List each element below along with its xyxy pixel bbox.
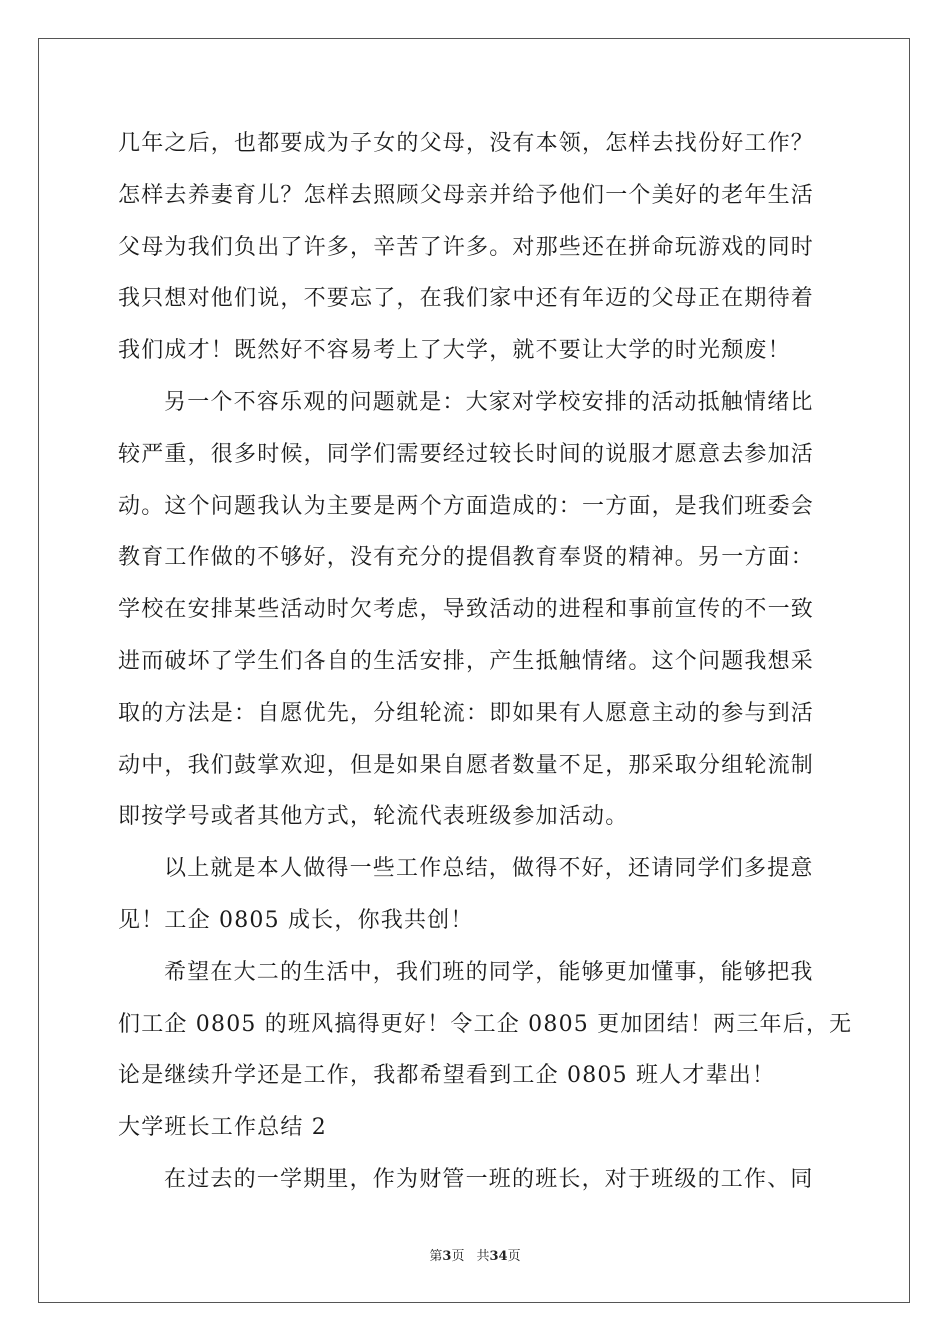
footer-total-pages: 34 bbox=[489, 1249, 508, 1264]
text-line: 取的方法是：自愿优先，分组轮流：即如果有人愿意主动的参与到活 bbox=[118, 700, 815, 726]
text-line: 教育工作做的不够好，没有充分的提倡教育奉贤的精神。另一方面： bbox=[118, 545, 815, 571]
footer-page-number: 3 bbox=[442, 1249, 452, 1264]
text-line: 另一个不容乐观的问题就是：大家对学校安排的活动抵触情绪比 bbox=[164, 389, 814, 415]
page-footer bbox=[0, 1245, 950, 1264]
text-line: 进而破坏了学生们各自的生活安排，产生抵触情绪。这个问题我想采 bbox=[118, 648, 815, 674]
text-line: 以上就是本人做得一些工作总结，做得不好，还请同学们多提意 bbox=[164, 856, 814, 882]
text-line: 几年之后，也都要成为子女的父母，没有本领，怎样去找份好工作？ bbox=[118, 131, 815, 156]
text-line: 动。这个问题我认为主要是两个方面造成的：一方面，是我们班委会 bbox=[118, 493, 815, 519]
footer-total-prefix: 共 bbox=[476, 1249, 490, 1264]
text-line: 父母为我们负出了许多，辛苦了许多。对那些还在拼命玩游戏的同时 bbox=[118, 234, 815, 260]
text-line: 我只想对他们说，不要忘了，在我们家中还有年迈的父母正在期待着 bbox=[118, 286, 815, 312]
footer-page-prefix: 第 bbox=[429, 1249, 443, 1264]
text-line: 们工企 0805 的班风搞得更好！令工企 0805 更加团结！两三年后，无 bbox=[118, 1011, 853, 1037]
text-line: 动中，我们鼓掌欢迎，但是如果自愿者数量不足，那采取分组轮流制 bbox=[118, 752, 815, 778]
text-line: 我们成才！既然好不容易考上了大学，就不要让大学的时光颓废！ bbox=[118, 338, 791, 364]
text-line: 在过去的一学期里，作为财管一班的班长，对于班级的工作、同 bbox=[164, 1166, 814, 1192]
text-line: 较严重，很多时候，同学们需要经过较长时间的说服才愿意去参加活 bbox=[118, 441, 815, 467]
text-line: 希望在大二的生活中，我们班的同学，能够更加懂事，能够把我 bbox=[164, 959, 814, 985]
footer-page-suffix: 页 bbox=[451, 1249, 465, 1264]
text-line: 论是继续升学还是工作，我都希望看到工企 0805 班人才辈出！ bbox=[118, 1063, 776, 1089]
text-line: 即按学号或者其他方式，轮流代表班级参加活动。 bbox=[118, 804, 629, 830]
text-line: 见！工企 0805 成长，你我共创！ bbox=[118, 907, 474, 933]
footer-total-suffix: 页 bbox=[507, 1249, 521, 1264]
text-line: 大学班长工作总结 2 bbox=[118, 1115, 327, 1141]
document-body bbox=[118, 124, 853, 1212]
text-line: 学校在安排某些活动时欠考虑，导致活动的进程和事前宣传的不一致 bbox=[118, 597, 815, 623]
text-line: 怎样去养妻育儿？怎样去照顾父母亲并给予他们一个美好的老年生活 bbox=[118, 182, 815, 208]
